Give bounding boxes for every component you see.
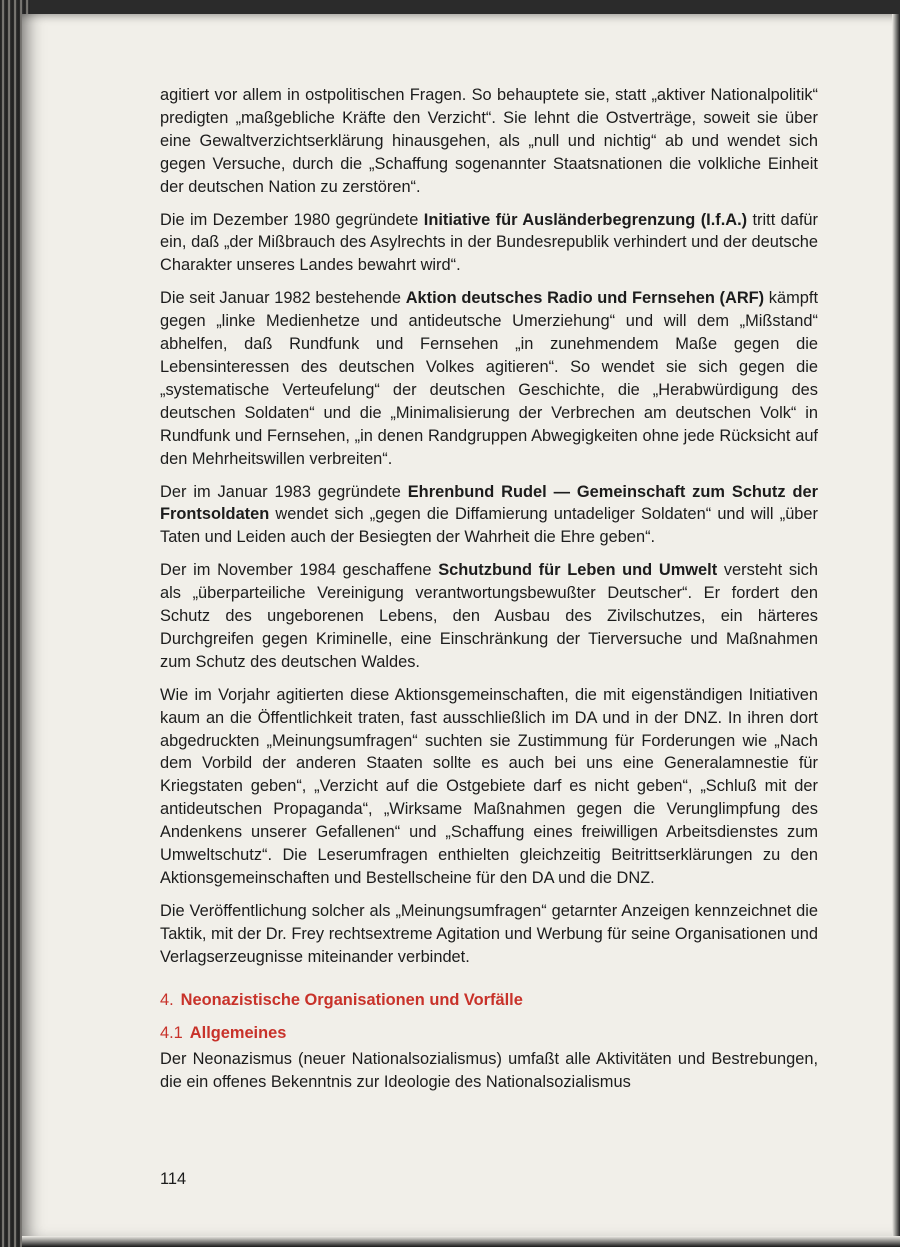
- paragraph-p7: [160, 900, 818, 969]
- subsection-number: 4.1: [160, 1023, 183, 1042]
- paragraph-text: Die Veröffentlichung solcher als „Meinungsumfragen“ getarnter Anzeigen kennzeichnet die Taktik, mit der Dr. Frey rechtsextreme Agitation und Werbung für seine Organisationen und Verlagserzeugnisse miteinander verbindet.: [160, 901, 818, 966]
- paragraph-text: kämpft gegen „linke Medienhetze und antideutsche Umerziehung“ und will dem „Mißstand“ abhelfen, daß Rundfunk und Fernsehen „in zunehmendem Maße gegen die Lebensinteressen des deutschen Volkes agitieren“. So wendet sie sich gegen die „systematische Verteufelung“ der deutschen Geschichte, die „Herabwürdigung des deutschen Soldaten“ und die „Minimalisierung der Verbrechen am deutschen Volk“ in Rundfunk und Fernsehen, „in denen Randgruppen Abwegigkeiten ohne jede Rücksicht auf den Mehrheitswillen verbreiten“.: [160, 289, 818, 468]
- paragraph-p5: [160, 559, 818, 674]
- paragraph-text: Die im Dezember 1980 gegründete: [160, 210, 424, 229]
- page-edge-right: [892, 14, 900, 1236]
- paragraph-text: versteht sich als „überparteiliche Vereinigung verantwortungsbewußter Deutscher“. Er fordert den Schutz des ungeborenen Lebens, den Ausbau des Zivilschutzes, ein härteres Durchgreifen gegen Kriminelle, eine Einschränkung der Tierversuche und Maßnahmen zum Schutz des deutschen Waldes.: [160, 561, 818, 671]
- subsection-title: Allgemeines: [189, 1023, 287, 1042]
- organization-name: Initiative für Ausländerbegrenzung (I.f.A.): [423, 210, 748, 229]
- paragraph-text: agitiert vor allem in ostpolitischen Fragen. So behauptete sie, statt „aktiver Nationalpolitik“ predigten „maßgebliche Kräfte den Verzicht“. Sie lehnt die Ostverträge, soweit sie über eine Gewaltverzichtserklärung hinausgehen, als „null und nichtig“ ab und wendet sich gegen Versuche, durch die „Schaffung sogenannter Staatsnationen die volkliche Einheit der deutschen Nation zu zerstören“.: [160, 86, 818, 196]
- section-heading-4: [160, 989, 818, 1012]
- paragraph-list: [160, 84, 818, 969]
- page-number: 114: [160, 1170, 187, 1188]
- subsection-heading-4-1: [160, 1022, 818, 1045]
- paragraph-p4: [160, 481, 818, 550]
- paragraph-p3: [160, 287, 818, 470]
- paragraph-p6: [160, 684, 818, 890]
- paragraph-final: Der Neonazismus (neuer Nationalsozialismus) umfaßt alle Aktivitäten und Bestrebungen, die ein offenes Bekenntnis zur Ideologie des Nationalsozialismus: [160, 1050, 818, 1092]
- page-edge-bottom: [22, 1236, 900, 1247]
- paragraph-text: wendet sich „gegen die Diffamierung untadeliger Soldaten“ und will „über Taten und Leiden auch der Besiegten der Wahrheit die Ehre geben“.: [160, 505, 818, 547]
- page-body: [160, 84, 818, 1104]
- paragraph-text: Der im November 1984 geschaffene: [160, 561, 439, 580]
- organization-name: Ehrenbund Rudel — Gemeinschaft zum Schutz der Frontsoldaten: [160, 482, 818, 524]
- organization-name: Aktion deutsches Radio und Fernsehen (ARF): [405, 289, 765, 308]
- organization-name: Schutzbund für Leben und Umwelt: [438, 561, 718, 580]
- paragraph-text: Der im Januar 1983 gegründete: [160, 482, 408, 501]
- paragraph-p2: [160, 209, 818, 278]
- paragraph-p1: [160, 84, 818, 199]
- section-number: 4.: [160, 990, 174, 1009]
- paragraph-text: Die seit Januar 1982 bestehende: [160, 289, 406, 308]
- section-title: Neonazistische Organisationen und Vorfälle: [180, 990, 523, 1009]
- paragraph-text: tritt dafür ein, daß „der Mißbrauch des Asylrechts in der Bundesrepublik verhindert und der deutsche Charakter unseres Landes bewahrt wird“.: [160, 210, 819, 275]
- paragraph-text: Wie im Vorjahr agitierten diese Aktionsgemeinschaften, die mit eigenständigen Initiativen kaum an die Öffentlichkeit traten, fast ausschließlich im DA und in der DNZ. In ihren dort abgedruckten „Meinungsumfragen“ suchten sie Zustimmung für Forderungen wie „Nach dem Vorbild der anderen Staaten sollte es auch bei uns eine Generalamnestie für Kriegstaten geben“, „Verzicht auf die Ostgebiete darf es nicht geben“, „Schluß mit der antideutschen Propaganda“, „Wirksame Maßnahmen gegen die Verunglimpfung des Andenkens unserer Gefallenen“ und „Schaffung eines freiwilligen Arbeitsdienstes zum Umweltschutz“. Die Leserumfragen enthielten gleichzeitig Beitrittserklärungen zu den Aktionsgemeinschaften und Bestellscheine für den DA und die DNZ.: [160, 685, 818, 887]
